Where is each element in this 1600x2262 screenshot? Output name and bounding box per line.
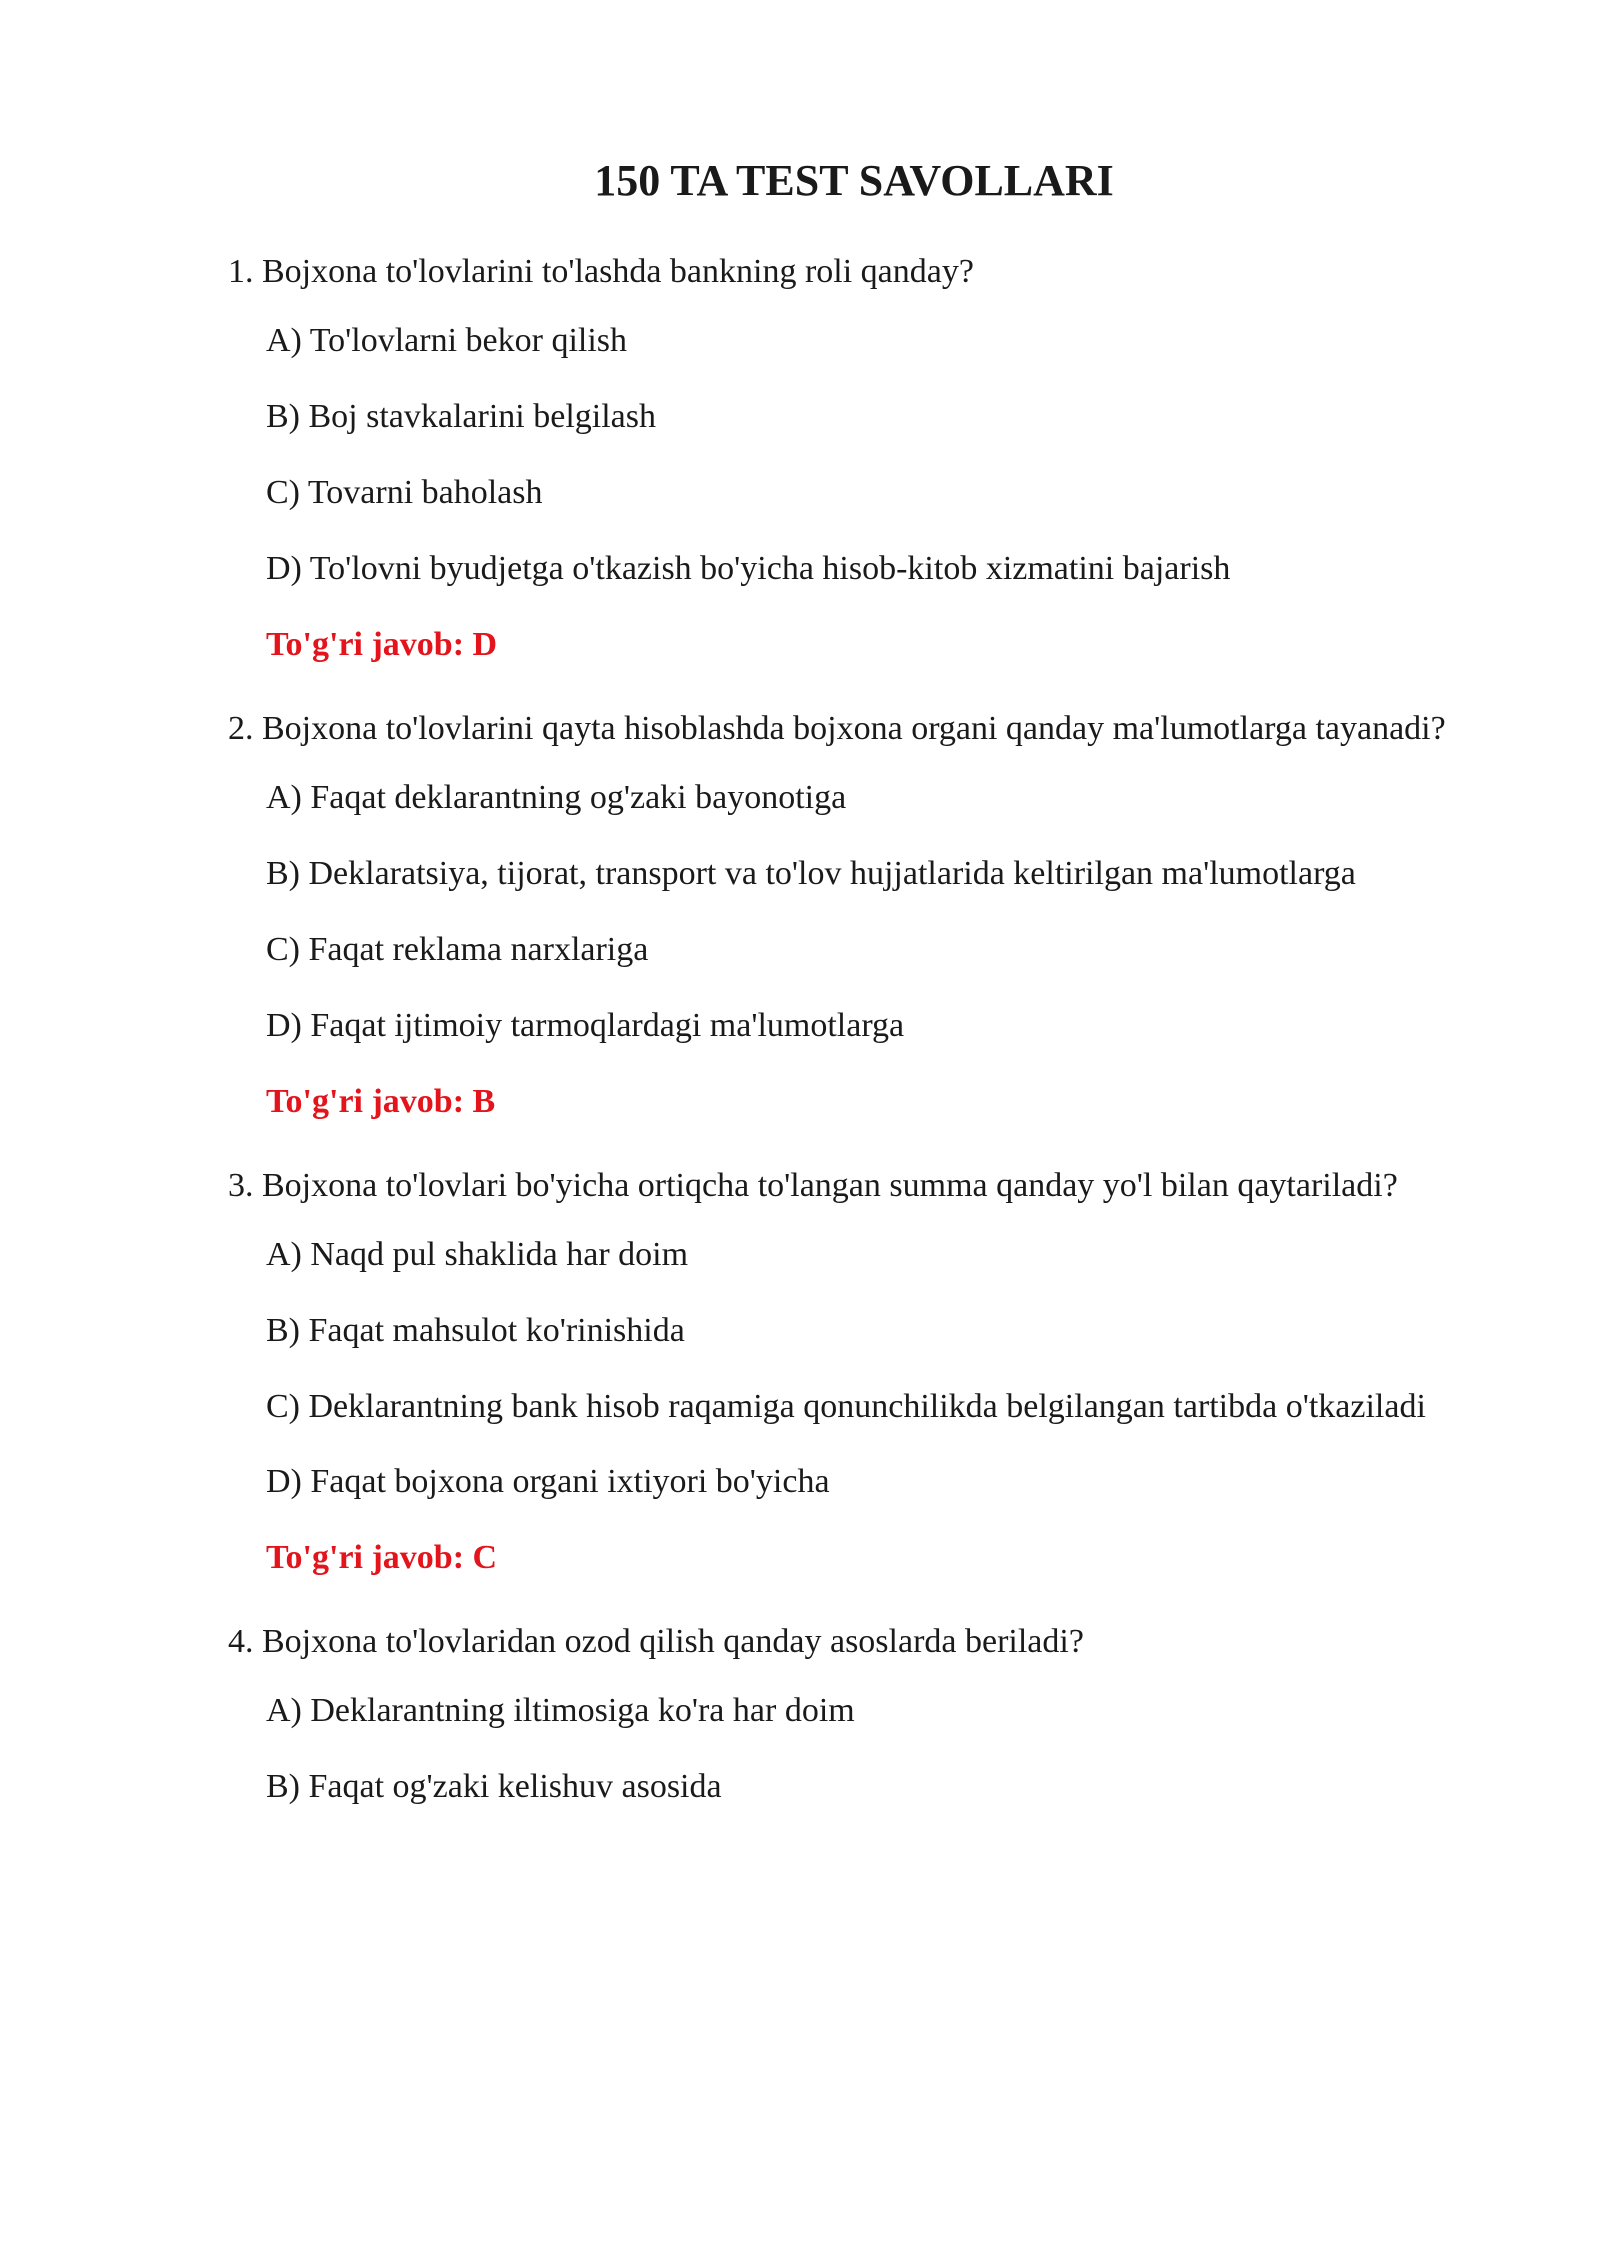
option-c: C) Deklarantning bank hisob raqamiga qonunchilikda belgilangan tartibda o'tkaziladi	[266, 1388, 1426, 1425]
option-b: B) Faqat og'zaki kelishuv asosida	[266, 1768, 722, 1805]
correct-answer: To'g'ri javob: B	[266, 1083, 496, 1120]
document-title: 150 TA TEST SAVOLLARI	[594, 156, 1114, 205]
option-a: A) Naqd pul shaklida har doim	[266, 1236, 689, 1273]
option-d: D) Faqat bojxona organi ixtiyori bo'yicha	[266, 1463, 830, 1500]
options-list	[228, 316, 1480, 594]
correct-answer: To'g'ri javob: D	[266, 626, 498, 663]
question-text: 2. Bojxona to'lovlarini qayta hisoblashda bojxona organi qanday ma'lumotlarga tayanadi?	[228, 710, 1446, 747]
question-text: 4. Bojxona to'lovlaridan ozod qilish qanday asoslarda beriladi?	[228, 1623, 1084, 1660]
option-a: A) To'lovlarni bekor qilish	[266, 322, 628, 359]
correct-answer: To'g'ri javob: C	[266, 1539, 498, 1576]
question-text: 1. Bojxona to'lovlarini to'lashda bankning roli qanday?	[228, 253, 974, 290]
options-list	[228, 1686, 1480, 1812]
question-block	[228, 696, 1480, 1127]
options-list	[228, 773, 1480, 1051]
question-block	[228, 1609, 1480, 1812]
question-block	[228, 239, 1480, 670]
option-a: A) Faqat deklarantning og'zaki bayonotiga	[266, 779, 847, 816]
option-c: C) Faqat reklama narxlariga	[266, 931, 649, 968]
question-text: 3. Bojxona to'lovlari bo'yicha ortiqcha to'langan summa qanday yo'l bilan qaytariladi?	[228, 1167, 1398, 1204]
option-a: A) Deklarantning iltimosiga ko'ra har doim	[266, 1692, 855, 1729]
option-b: B) Faqat mahsulot ko'rinishida	[266, 1312, 685, 1349]
option-c: C) Tovarni baholash	[266, 474, 543, 511]
option-b: B) Boj stavkalarini belgilash	[266, 398, 656, 435]
option-d: D) To'lovni byudjetga o'tkazish bo'yicha hisob-kitob xizmatini bajarish	[266, 550, 1231, 587]
options-list	[228, 1230, 1480, 1507]
option-b: B) Deklaratsiya, tijorat, transport va to'lov hujjatlarida keltirilgan ma'lumotlarga	[266, 855, 1356, 892]
option-d: D) Faqat ijtimoiy tarmoqlardagi ma'lumotlarga	[266, 1007, 905, 1044]
question-block	[228, 1153, 1480, 1583]
